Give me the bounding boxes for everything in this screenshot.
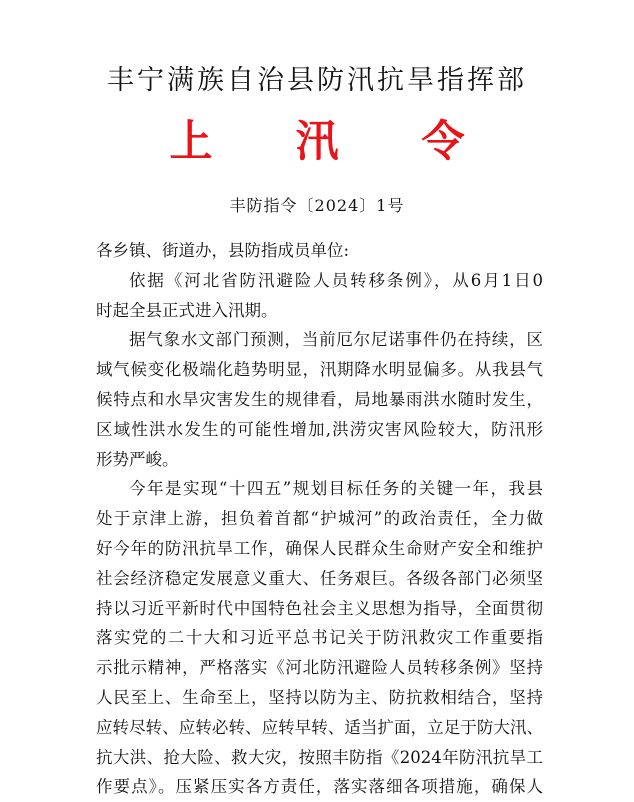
body-line: 社会经济稳定发展意义重大、任务艰巨。各级各部门必须坚 bbox=[96, 568, 543, 588]
body-line: 持以习近平新时代中国特色社会主义思想为指导，全面贯彻 bbox=[96, 598, 543, 618]
body-line: 形势严峻。 bbox=[96, 449, 179, 469]
body-line: 示批示精神，严格落实《河北防汛避险人员转移条例》坚持 bbox=[96, 658, 543, 678]
body-line: 落实党的二十大和习近平总书记关于防汛救灾工作重要指 bbox=[96, 628, 543, 648]
body-line: 时起全县正式进入汛期。 bbox=[96, 300, 278, 320]
body-line: 好今年的防汛抗旱工作，确保人民群众生命财产安全和维护 bbox=[96, 538, 543, 558]
body-line: 候特点和水旱灾害发生的规律看，局地暴雨洪水随时发生， bbox=[96, 389, 543, 409]
body-line: 据气象水文部门预测，当前厄尔尼诺事件仍在持续，区 bbox=[129, 330, 543, 350]
body-line: 处于京津上游，担负着首都“护城河”的政治责任，全力做 bbox=[96, 509, 543, 529]
body-line: 各乡镇、街道办，县防指成员单位: bbox=[96, 241, 350, 260]
body-line: 人民至上、生命至上，坚持以防为主、防抗救相结合，坚持 bbox=[96, 687, 543, 707]
body-line: 应转尽转、应转必转、应转早转、适当扩面，立足于防大汛、 bbox=[96, 717, 543, 737]
body-line: 依据《河北省防汛避险人员转移条例》，从6月1日0 bbox=[129, 270, 543, 290]
order-title: 上 汛 令 bbox=[169, 117, 499, 167]
organization-title: 丰宁满族自治县防汛抗旱指挥部 bbox=[107, 65, 527, 96]
body-line: 作要点》。压紧压实各方责任，落实落细各项措施，确保人 bbox=[96, 777, 543, 797]
body-line: 域气候变化极端化趋势明显，汛期降水明显偏多。从我县气 bbox=[96, 360, 543, 380]
body-line: 抗大洪、抢大险、救大灾，按照丰防指《2024年防汛抗旱工 bbox=[96, 747, 543, 767]
body-line: 今年是实现“十四五”规划目标任务的关键一年，我县 bbox=[129, 479, 543, 499]
body-line: 区域性洪水发生的可能性增加,洪涝灾害风险较大，防汛形 bbox=[96, 419, 543, 439]
document-body bbox=[96, 236, 543, 802]
document-number: 丰防指令〔2024〕1号 bbox=[229, 196, 405, 215]
